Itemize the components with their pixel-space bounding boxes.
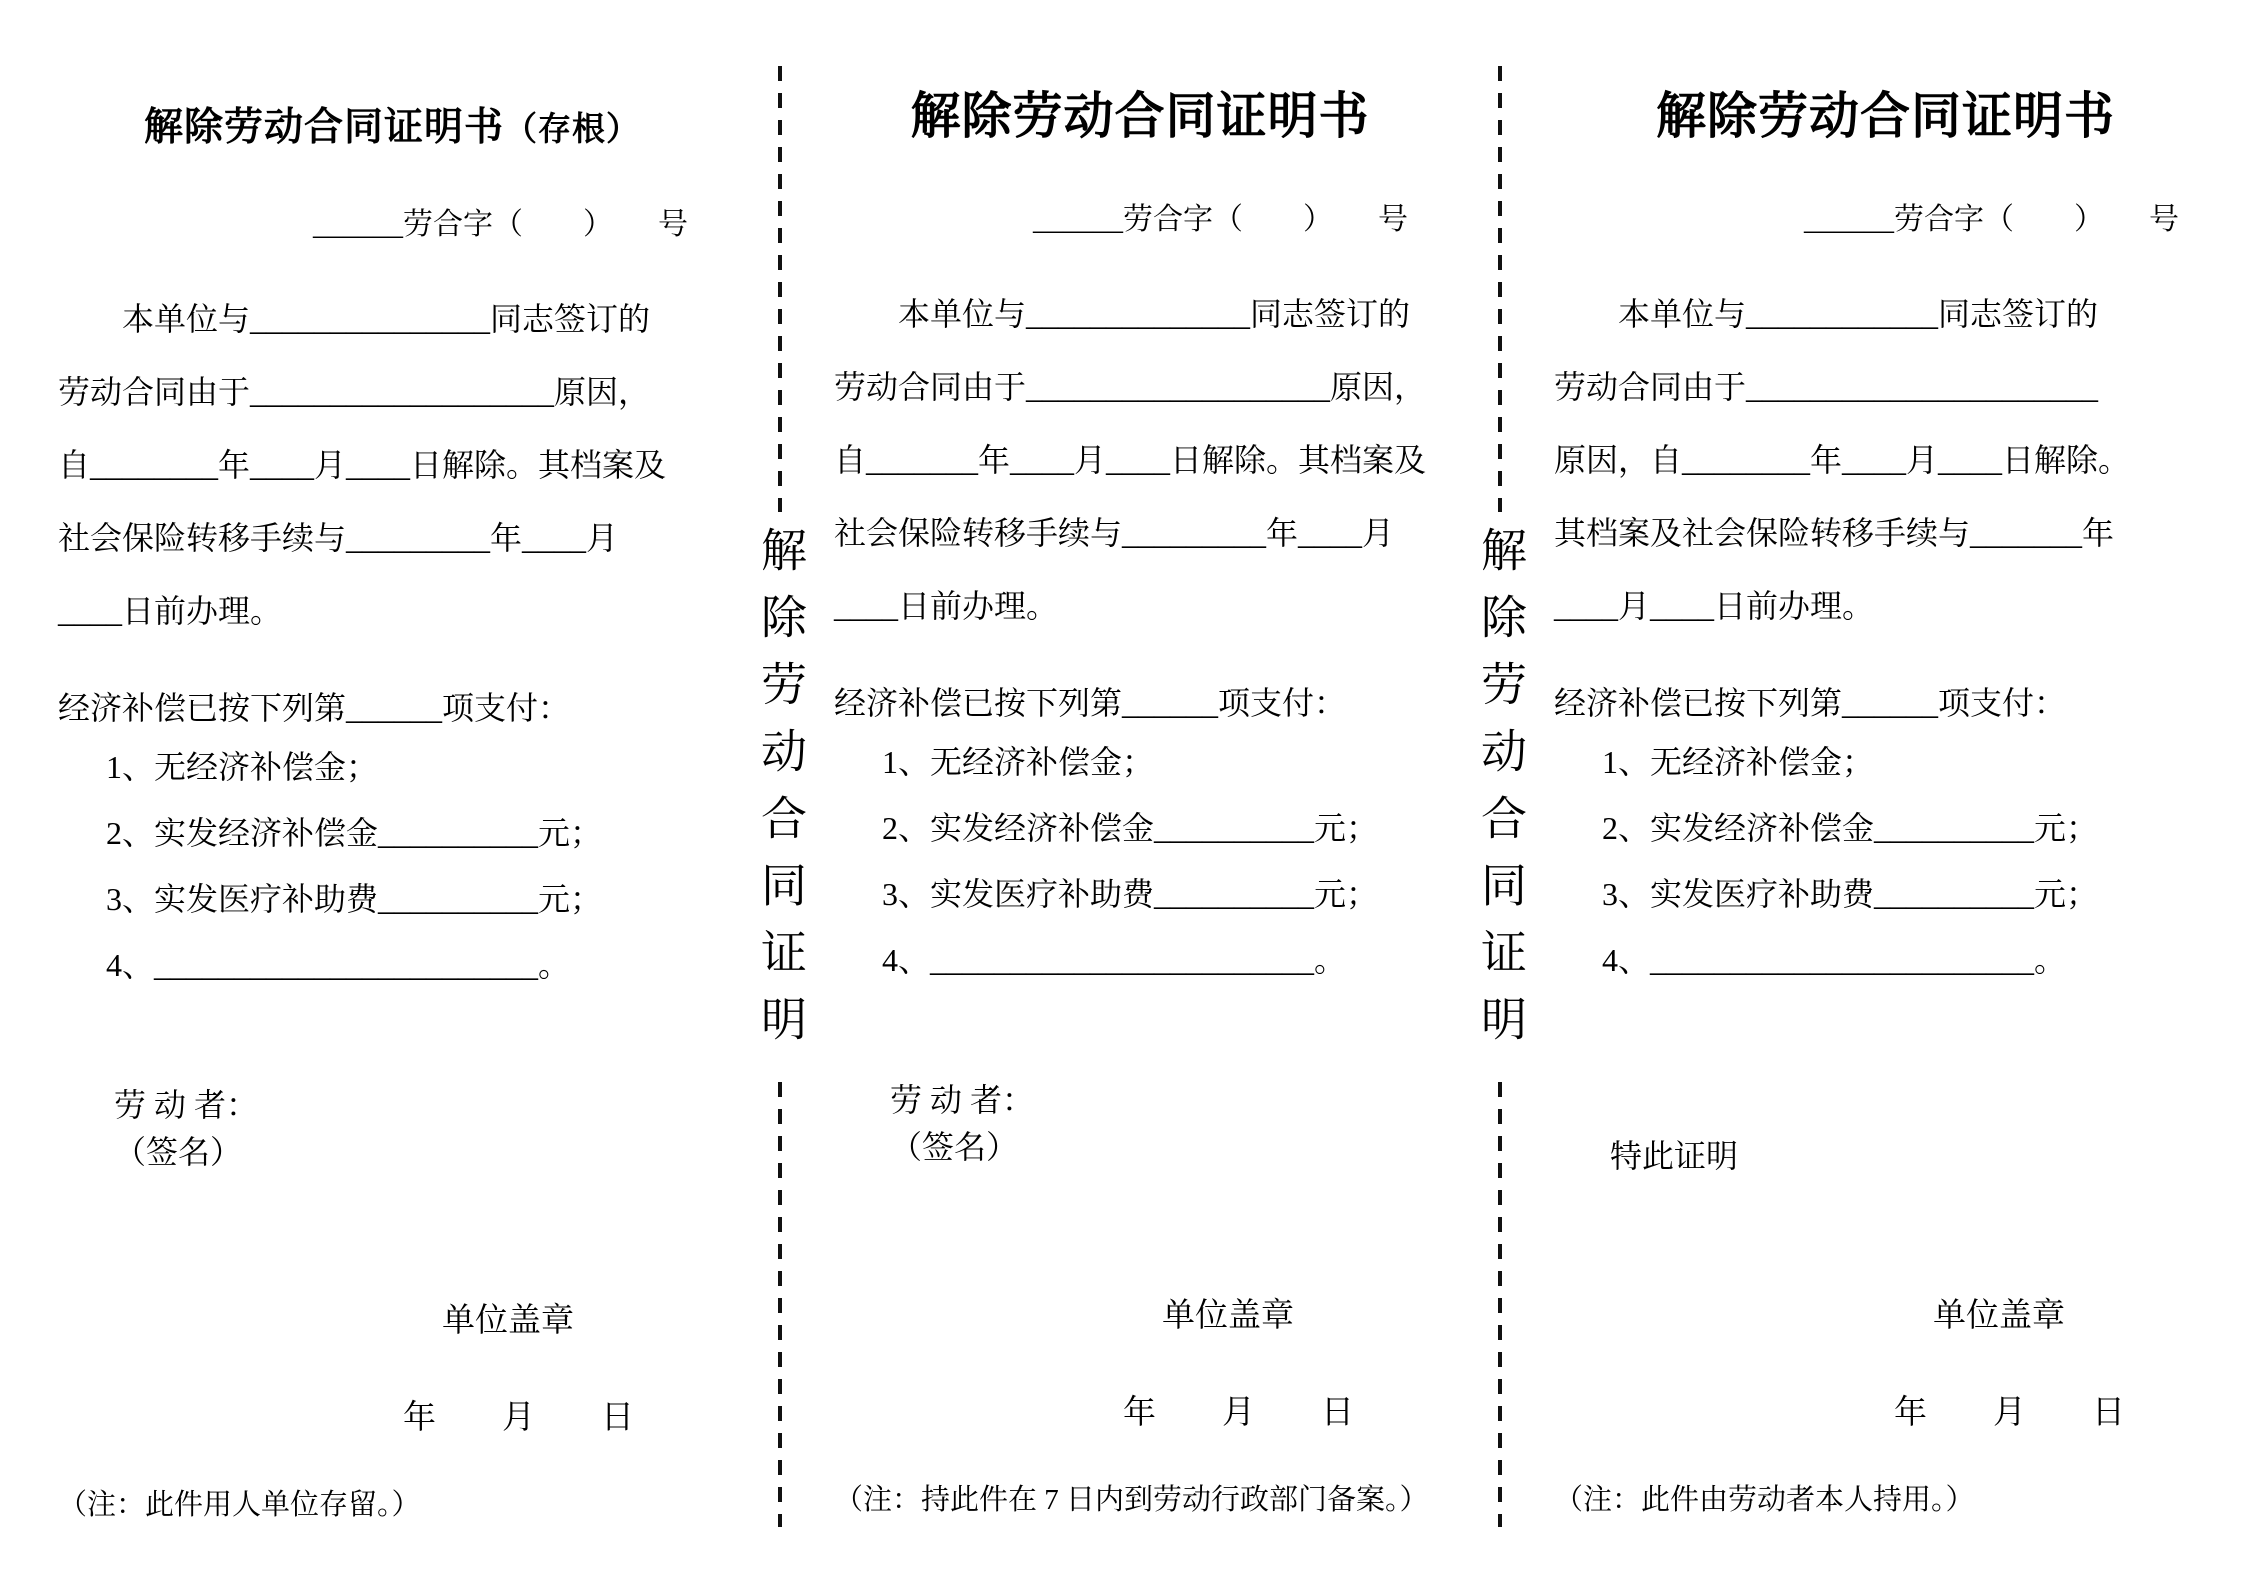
panel-filing-copy (834, 62, 1446, 1547)
perforation-divider (1446, 62, 1554, 1547)
perforation-dashed-line (1498, 1082, 1502, 1528)
divider-vertical-title: 解除劳动合同证明 (1475, 525, 1526, 1062)
compensation-item: 3、实发医疗补助费__________元； (882, 875, 1379, 912)
worker-label: 劳 动 者： (114, 1086, 259, 1123)
signature-hint: （签名） (114, 1133, 243, 1170)
compensation-section (834, 677, 1446, 993)
compensation-item: 4、________________________。 (1602, 941, 2067, 978)
page-title-text: 解除劳动合同证明书 (910, 88, 1370, 144)
footnote: （注：此件由劳动者本人持用。） (1554, 1483, 1975, 1516)
body-paragraph (834, 278, 1446, 643)
date-line: 年 月 日 (1123, 1394, 1354, 1431)
unit-seal-label: 单位盖章 (1162, 1297, 1294, 1334)
body-paragraph (1554, 278, 2217, 643)
compensation-item: 2、实发经济补偿金__________元； (1602, 809, 2099, 846)
panel-worker-copy (1554, 62, 2217, 1547)
form-body-line: 原因，自________年____月____日解除。 (1554, 441, 2131, 478)
date-line: 年 月 日 (1894, 1394, 2125, 1431)
form-body-line: 其档案及社会保险转移手续与_______年 (1554, 514, 2115, 551)
page-title (834, 88, 1446, 146)
compensation-item: 2、实发经济补偿金__________元； (106, 814, 603, 851)
form-body-line: 自_______年____月____日解除。其档案及 (834, 441, 1427, 478)
panel-stub-copy (58, 62, 726, 1547)
compensation-item: 1、无经济补偿金； (106, 748, 379, 785)
compensation-intro: 经济补偿已按下列第______项支付： (58, 689, 571, 726)
perforation-dashed-line (778, 1082, 782, 1528)
form-body-line: 劳动合同由于___________________原因， (834, 368, 1427, 405)
unit-seal-label: 单位盖章 (1933, 1297, 2065, 1334)
worker-signature-block (58, 1082, 726, 1224)
worker-label: 劳 动 者： (890, 1081, 1035, 1118)
form-body-line: 自________年____月____日解除。其档案及 (58, 446, 667, 483)
compensation-item: 4、________________________。 (882, 941, 1347, 978)
certify-block (1554, 1077, 2217, 1219)
form-body-line: 本单位与____________同志签订的 (1554, 295, 2099, 332)
signature-hint: （签名） (890, 1128, 1019, 1165)
form-body-line: 本单位与_______________同志签订的 (58, 300, 651, 337)
form-body-line: ____日前办理。 (834, 587, 1059, 624)
footnote: （注：此件用人单位存留。） (58, 1488, 421, 1521)
compensation-item: 1、无经济补偿金； (1602, 743, 1875, 780)
compensation-item: 4、________________________。 (106, 946, 571, 983)
compensation-item: 2、实发经济补偿金__________元； (882, 809, 1379, 846)
perforation-divider (726, 62, 834, 1547)
body-paragraph (58, 283, 726, 648)
reference-number-line: ______劳合字（ ） 号 (1033, 202, 1408, 236)
date-line: 年 月 日 (403, 1399, 634, 1436)
perforation-dashed-line (1498, 66, 1502, 512)
form-body-line: 社会保险转移手续与_________年____月 (834, 514, 1395, 551)
page-title-suffix: （存根） (504, 112, 640, 148)
unit-seal-label: 单位盖章 (442, 1302, 574, 1339)
certify-statement: 特此证明 (1610, 1137, 1739, 1174)
reference-number-line: ______劳合字（ ） 号 (1804, 202, 2179, 236)
divider-vertical-title: 解除劳动合同证明 (755, 525, 806, 1062)
form-body-line: 劳动合同由于___________________原因， (58, 373, 651, 410)
form-body-line: 劳动合同由于______________________ (1554, 368, 2099, 405)
form-body-line: 社会保险转移手续与_________年____月 (58, 519, 619, 556)
perforation-dashed-line (778, 66, 782, 512)
form-body-line: ____月____日前办理。 (1554, 587, 1875, 624)
worker-signature-block (834, 1077, 1446, 1219)
page-title-text: 解除劳动合同证明书 (143, 106, 504, 149)
form-body-line: 本单位与______________同志签订的 (834, 295, 1411, 332)
page-title (58, 106, 726, 151)
compensation-intro: 经济补偿已按下列第______项支付： (834, 684, 1347, 721)
compensation-section (58, 682, 726, 998)
page-title-text: 解除劳动合同证明书 (1656, 88, 2115, 144)
compensation-item: 1、无经济补偿金； (882, 743, 1155, 780)
compensation-item: 3、实发医疗补助费__________元； (106, 880, 603, 917)
compensation-section (1554, 677, 2217, 993)
footnote: （注：持此件在 7 日内到劳动行政部门备案。） (834, 1483, 1429, 1516)
form-body-line: ____日前办理。 (58, 592, 283, 629)
reference-number-line: ______劳合字（ ） 号 (313, 207, 688, 241)
page-title (1554, 88, 2217, 146)
compensation-intro: 经济补偿已按下列第______项支付： (1554, 684, 2067, 721)
compensation-item: 3、实发医疗补助费__________元； (1602, 875, 2099, 912)
